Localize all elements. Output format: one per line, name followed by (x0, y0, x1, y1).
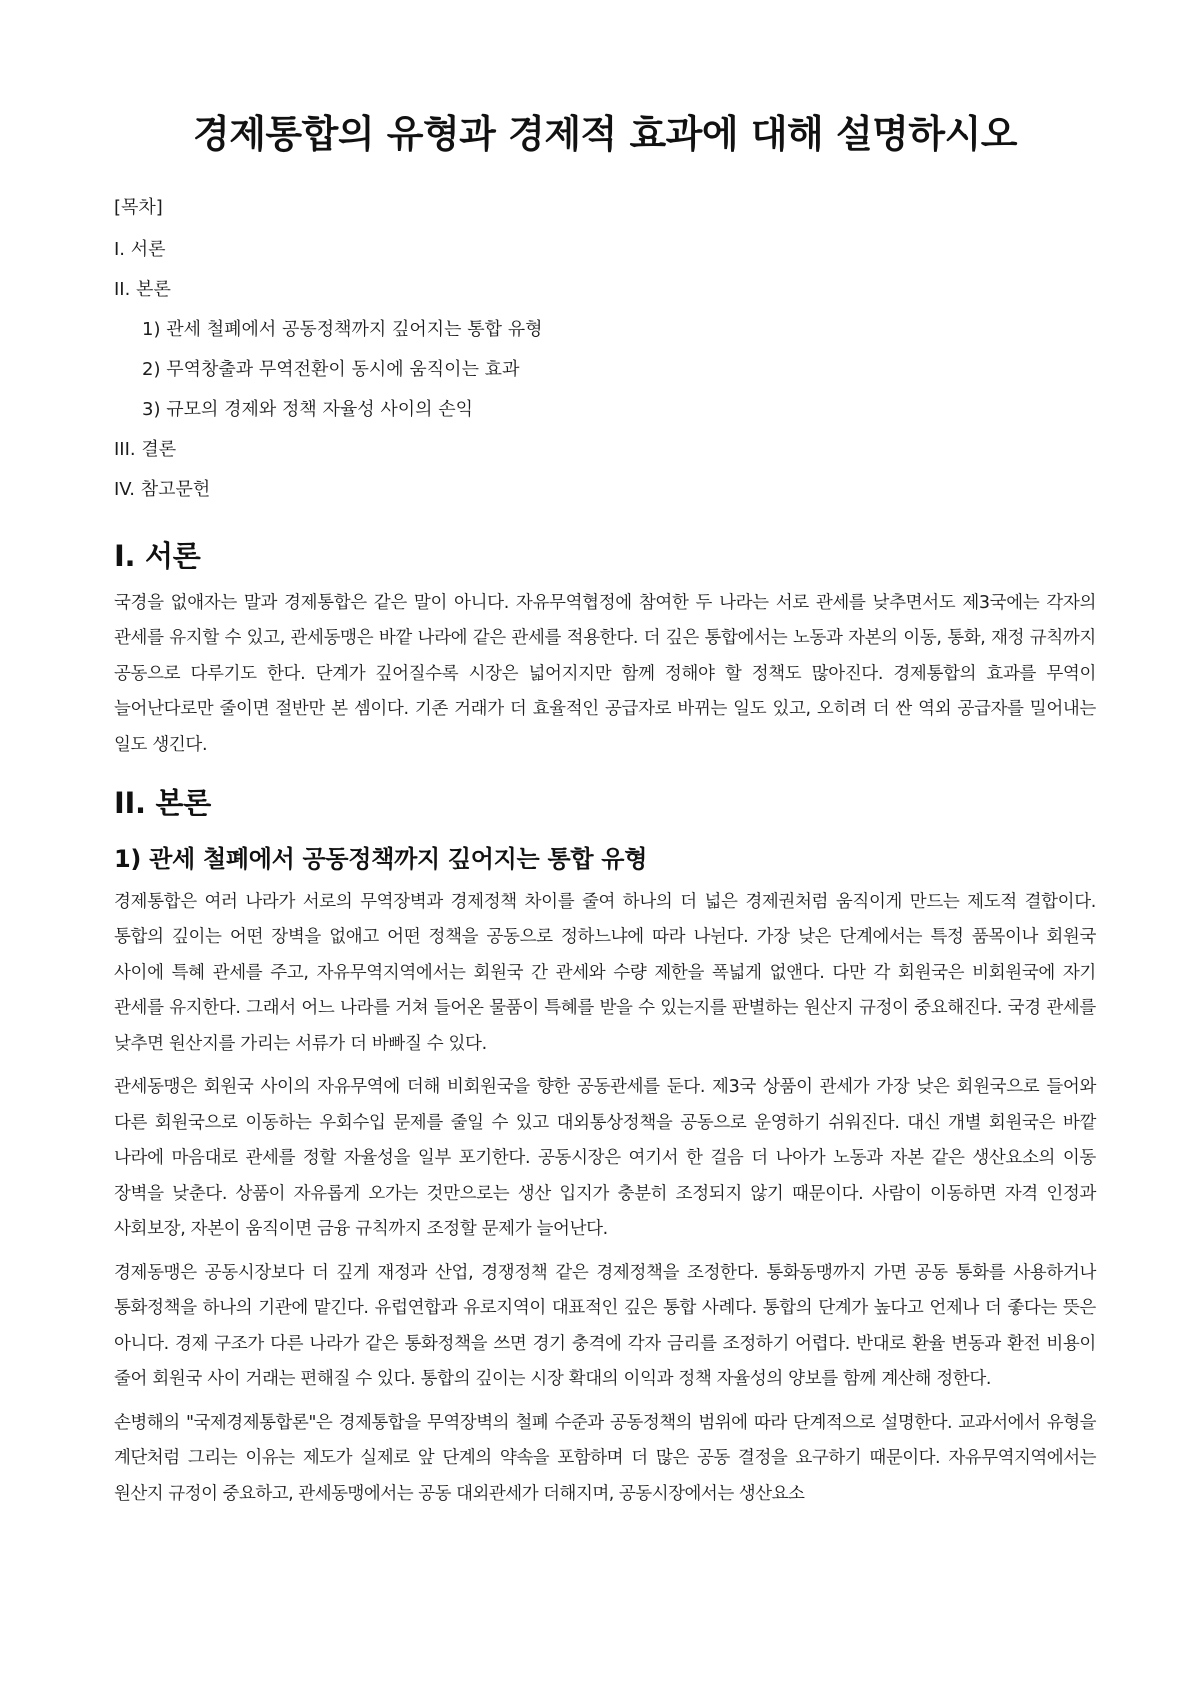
toc-item: II. 본론 (114, 278, 171, 300)
introduction-section (114, 538, 1096, 764)
toc-item: 2) 무역창출과 무역전환이 동시에 움직이는 효과 (142, 358, 520, 380)
subsection-heading: 1) 관세 철폐에서 공동정책까지 깊어지는 통합 유형 (114, 844, 648, 873)
paragraph: 국경을 없애자는 말과 경제통합은 같은 말이 아니다. 자유무역협정에 참여한 두 나라는 서로 관세를 낮추면서도 제3국에는 각자의 관세를 유지할 수 있고, 관세동맹은 바깥 나라에 같은 관세를 적용한다. 더 깊은 통합에서는 노동과 자본의 이동, 통화, 재정 규칙까지 공동으로 다루기도 한다. 단계가 깊어질수록 시장은 넓어지지만 함께 정해야 할 정책도 많아진다. 경제통합의 효과를 무역이 늘어난다로만 줄이면 절반만 본 셈이다. 기존 거래가 더 효율적인 공급자로 바뀌는 일도 있고, 오히려 더 싼 역외 공급자를 밀어내는 일도 생긴다. (114, 592, 1096, 755)
toc-item: III. 결론 (114, 438, 177, 460)
toc-item: I. 서론 (114, 238, 166, 260)
paragraph: 손병해의 "국제경제통합론"은 경제통합을 무역장벽의 철폐 수준과 공동정책의 범위에 따라 단계적으로 설명한다. 교과서에서 유형을 계단처럼 그리는 이유는 제도가 실제로 앞 단계의 약속을 포함하며 더 많은 공동 결정을 요구하기 때문이다. 자유무역지역에서는 원산지 규정이 중요하고, 관세동맹에서는 공동 대외관세가 더해지며, 공동시장에서는 생산요소 (114, 1412, 1096, 1504)
body-heading: II. 본론 (114, 786, 211, 821)
body-section (114, 785, 1096, 1512)
document-title: 경제통합의 유형과 경제적 효과에 대해 설명하시오 (192, 112, 1018, 156)
toc-item: 3) 규모의 경제와 정책 자율성 사이의 손익 (142, 398, 474, 420)
introduction-heading: I. 서론 (114, 538, 201, 573)
subsection-integration-types (114, 844, 1096, 1513)
paragraph: 관세동맹은 회원국 사이의 자유무역에 더해 비회원국을 향한 공동관세를 둔다. 제3국 상품이 관세가 가장 낮은 회원국으로 들어와 다른 회원국으로 이동하는 우회수입 문제를 줄일 수 있고 대외통상정책을 공동으로 운영하기 쉬워진다. 대신 개별 회원국은 바깥 나라에 마음대로 관세를 정할 자율성을 일부 포기한다. 공동시장은 여기서 한 걸음 더 나아가 노동과 자본 같은 생산요소의 이동 장벽을 낮춘다. 상품이 자유롭게 오가는 것만으로는 생산 입지가 충분히 조정되지 않기 때문이다. 사람이 이동하면 자격 인정과 사회보장, 자본이 움직이면 금융 규칙까지 조정할 문제가 늘어난다. (114, 1077, 1096, 1240)
toc-item: 1) 관세 철폐에서 공동정책까지 깊어지는 통합 유형 (142, 318, 543, 340)
table-of-contents (114, 188, 1096, 510)
paragraph: 경제동맹은 공동시장보다 더 깊게 재정과 산업, 경쟁정책 같은 경제정책을 조정한다. 통화동맹까지 가면 공동 통화를 사용하거나 통화정책을 하나의 기관에 맡긴다. 유럽연합과 유로지역이 대표적인 깊은 통합 사례다. 통합의 단계가 높다고 언제나 더 좋다는 뜻은 아니다. 경제 구조가 다른 나라가 같은 통화정책을 쓰면 경기 충격에 각자 금리를 조정하기 어렵다. 반대로 환율 변동과 환전 비용이 줄어 회원국 사이 거래는 편해질 수 있다. 통합의 깊이는 시장 확대의 이익과 정책 자율성의 양보를 함께 계산해 정한다. (114, 1262, 1096, 1390)
toc-item: IV. 참고문헌 (114, 478, 211, 500)
paragraph: 경제통합은 여러 나라가 서로의 무역장벽과 경제정책 차이를 줄여 하나의 더 넓은 경제권처럼 움직이게 만드는 제도적 결합이다. 통합의 깊이는 어떤 장벽을 없애고 어떤 정책을 공동으로 정하느냐에 따라 나뉜다. 가장 낮은 단계에서는 특정 품목이나 회원국 사이에 특혜 관세를 주고, 자유무역지역에서는 회원국 간 관세와 수량 제한을 폭넓게 없앤다. 다만 각 회원국은 비회원국에 자기 관세를 유지한다. 그래서 어느 나라를 거쳐 들어온 물품이 특혜를 받을 수 있는지를 판별하는 원산지 규정이 중요해진다. 국경 관세를 낮추면 원산지를 가리는 서류가 더 바빠질 수 있다. (114, 891, 1096, 1054)
toc-heading: [목차] (114, 196, 163, 218)
